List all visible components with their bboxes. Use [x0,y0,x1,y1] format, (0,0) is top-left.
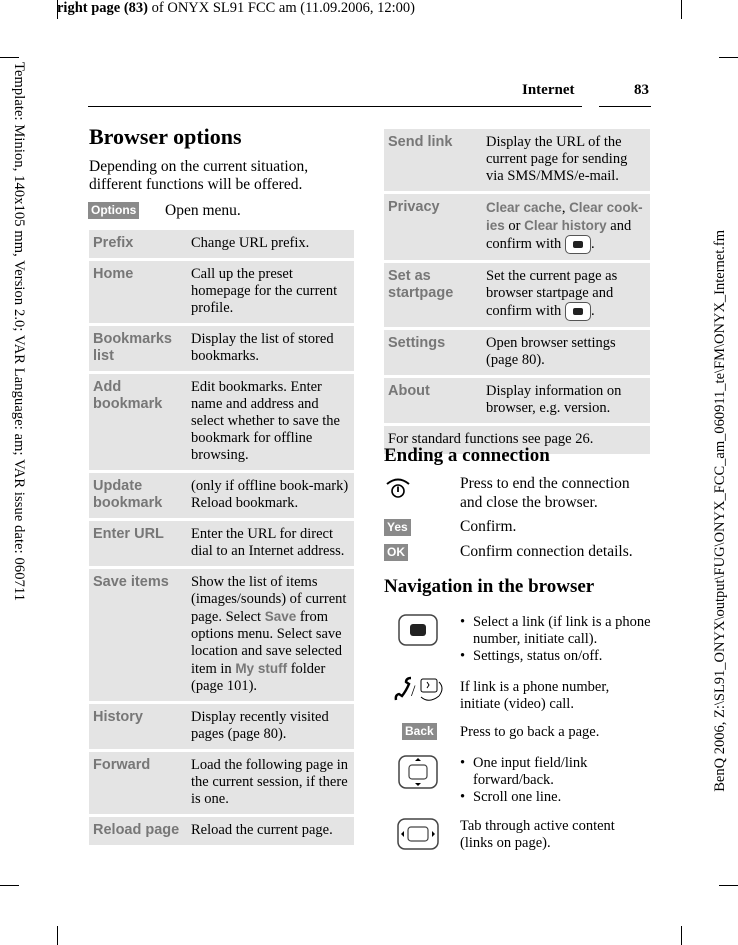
center-key-list [460,614,652,665]
running-head-rule [88,106,651,107]
file-path-info: BenQ 2006, Z:\SL91_ONYX\output\FUG\ONYX_FCC_am_060911_te\FM\ONYX_Internet.fm [712,230,728,792]
table-row: Home Call up the preset homepage for the current profile. [89,261,354,323]
options-softkey: Options [88,201,139,219]
table-row: Update bookmark (only if offline book-mark) Reload bookmark. [89,473,354,518]
table-row: Set as startpage Set the current page as browser startpage and confirm with . [384,263,650,327]
call-key-text: If link is a phone number, initiate (video) call. [460,679,610,712]
end-call-icon [385,476,411,500]
crop-mark [57,926,58,945]
table-row: Forward Load the following page in the current session, if there is one. [89,752,354,814]
template-info: Template: Minion, 140x105 mm, Version 2.0; VAR Language: am; VAR issue date: 060711 [11,62,27,602]
table-row: Send link Display the URL of the current page for sending via SMS/MMS/e-mail. [384,129,650,191]
browser-options-intro: Depending on the current situation, different functions will be offered. [89,158,309,193]
left-right-joystick-icon [396,818,440,850]
crop-mark [0,57,19,58]
browser-options-title: Browser options [89,124,242,149]
page-number: 83 [634,82,649,98]
browser-options-table-continued [384,126,650,457]
center-joystick-icon [398,614,438,646]
table-row: History Display recently visited pages (page 80). [89,704,354,749]
crop-mark [719,57,738,58]
table-row: Add bookmark Edit bookmarks. Enter name and address and select whether to save the bookmark for offline browsing. [89,374,354,470]
options-text: Open menu. [165,202,241,219]
table-row: For standard functions see page 26. [384,426,650,454]
list-item: • Select a link (if link is a phone number, initiate call). [460,614,652,648]
table-row: About Display information on browser, e.g. version. [384,378,650,423]
left-right-text: Tab through active content (links on page). [460,818,615,851]
center-key-icon [565,302,591,321]
table-row: Enter URL Enter the URL for direct dial to an Internet address. [89,521,354,566]
call-video-key-icon [393,676,448,704]
list-item: • Scroll one line. [460,789,652,806]
svg-text:/: / [411,683,416,700]
crop-mark [719,885,738,886]
print-header: right page (83) of ONYX SL91 FCC am (11.09.2006, 12:00) [57,0,415,16]
navigation-title: Navigation in the browser [384,576,595,597]
table-row: Bookmarks list Display the list of stored bookmarks. [89,326,354,371]
ok-softkey: OK [384,543,408,561]
table-row: Privacy Clear cache, Clear cook-ies or Clear history and confirm with . [384,194,650,260]
table-row: Save items Show the list of items (images/sounds) of current page. Select Save from options menu. Select save location and save selected item in My stuff folder (page 101). [89,569,354,701]
yes-softkey: Yes [384,518,411,536]
browser-options-table [89,227,354,848]
table-row: Prefix Change URL prefix. [89,230,354,258]
crop-mark [0,885,19,886]
center-key-icon [565,235,591,254]
back-softkey: Back [402,722,437,740]
running-head-title: Internet [522,82,575,98]
up-down-joystick-icon [398,755,438,789]
list-item: • Settings, status on/off. [460,648,652,665]
crop-mark [681,926,682,945]
list-item: • One input field/link forward/back. [460,755,652,789]
table-row: Reload page Reload the current page. [89,817,354,845]
yes-text: Confirm. [460,518,517,535]
crop-mark [681,0,682,19]
ok-text: Confirm connection details. [460,543,633,560]
back-text: Press to go back a page. [460,724,600,740]
ending-connection-title: Ending a connection [384,445,550,466]
end-key-text: Press to end the connection and close the browser. [460,475,630,511]
up-down-list [460,755,652,806]
table-row: Settings Open browser settings (page 80). [384,330,650,375]
